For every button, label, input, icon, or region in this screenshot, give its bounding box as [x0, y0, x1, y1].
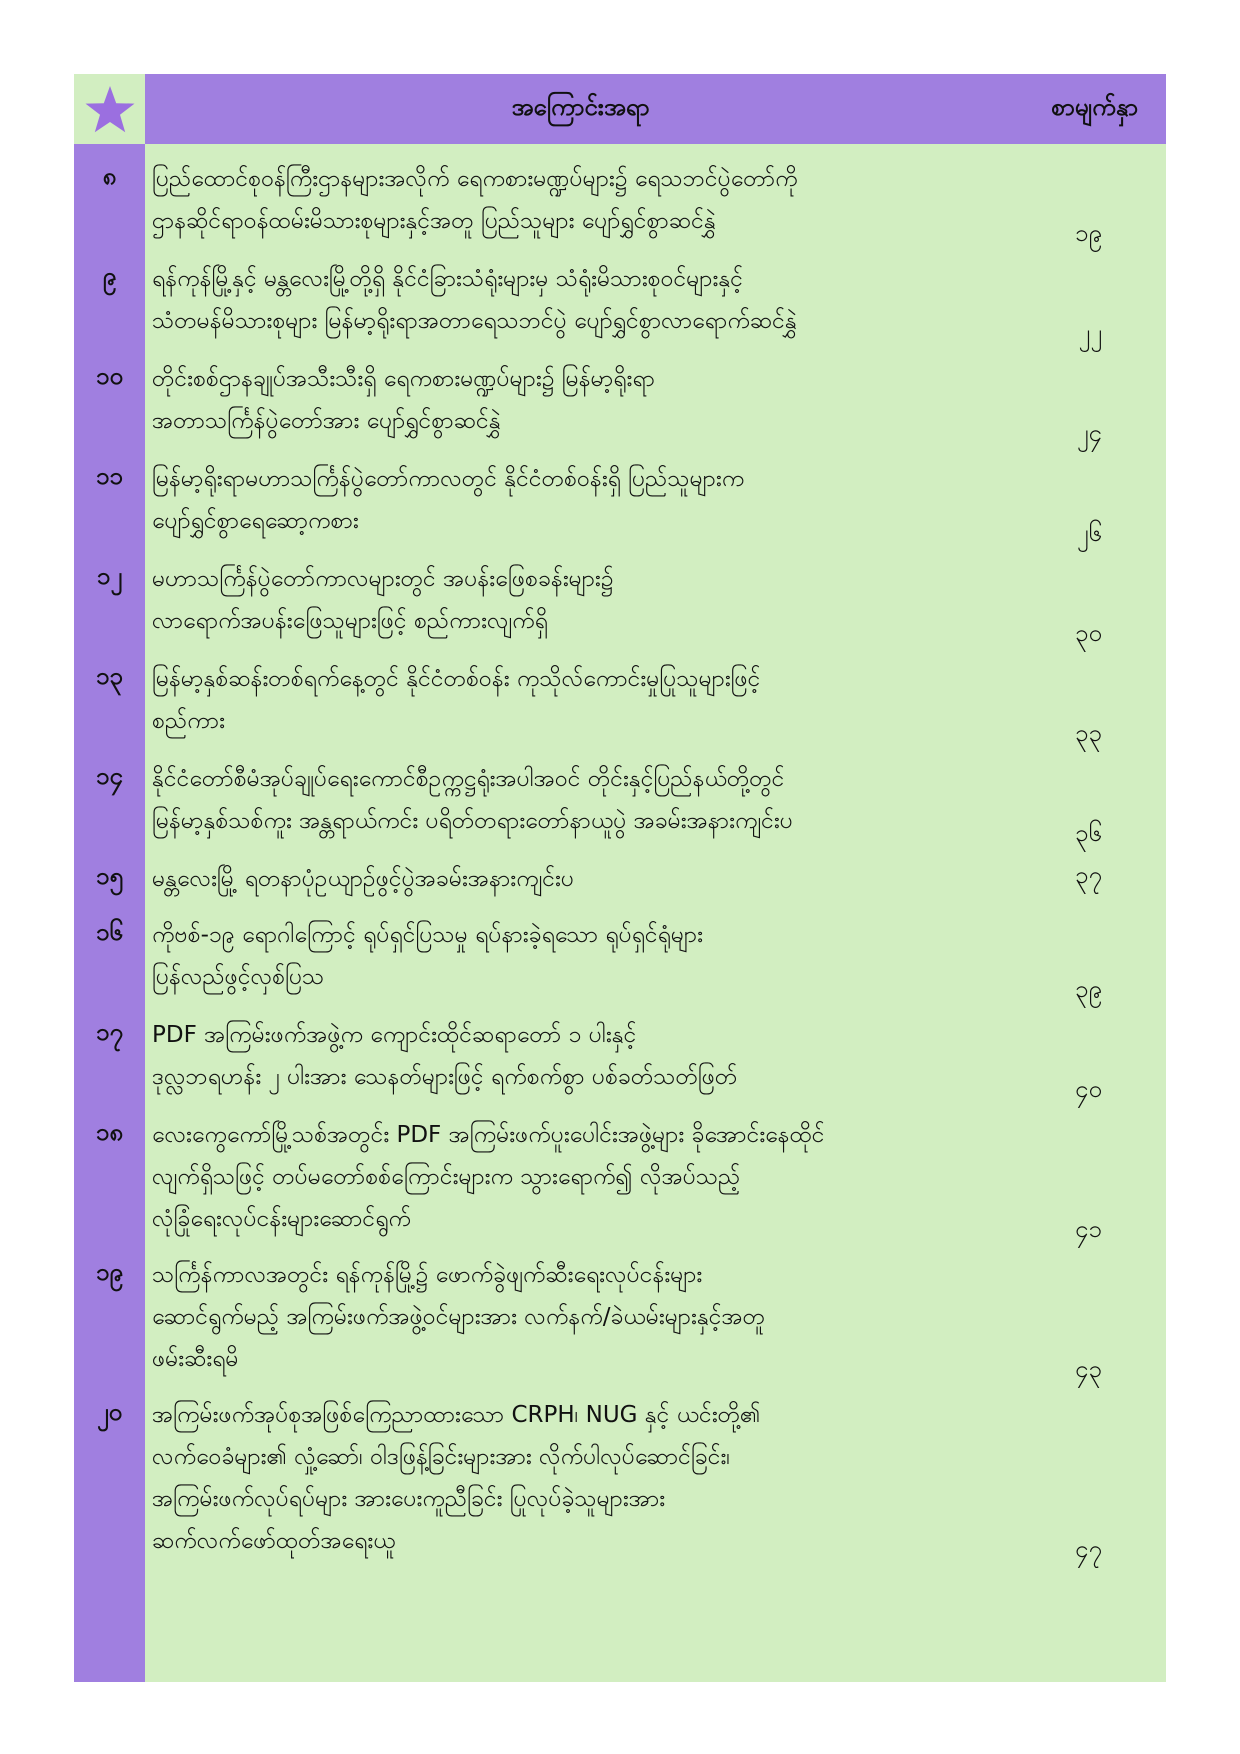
entry-page-number: ၂၆ — [1076, 519, 1102, 547]
toc-entry[interactable] — [74, 458, 1166, 558]
toc-entry[interactable] — [74, 1394, 1166, 1574]
toc-entry[interactable] — [74, 158, 1166, 258]
header-bar — [145, 74, 1166, 144]
toc-entry[interactable] — [74, 1014, 1166, 1114]
entry-title: မြန်မာ့နှစ်ဆန်းတစ်ရက်နေ့တွင် နိုင်ငံတစ်ဝန်း ကုသိုလ်ကောင်းမှုပြုသူများဖြင့် စည်ကား — [152, 666, 761, 734]
toc-entry[interactable] — [74, 358, 1166, 458]
entry-title: တိုင်းစစ်ဌာနချုပ်အသီးသီးရှိ ရေကစားမဏ္ဍပ်များ၌ မြန်မာ့ရိုးရာ အတာသင်္ကြန်ပွဲတော်အား ပျော်ရွှင်စွာဆင်နွှဲ — [152, 366, 655, 434]
header-title: အကြောင်းအရာ — [511, 93, 650, 121]
entry-number: ၂၀ — [96, 1398, 123, 1426]
toc-entry[interactable] — [74, 1114, 1166, 1254]
entry-title: ရန်ကုန်မြို့နှင့် မန္တလေးမြို့တို့ရှိ နိုင်ငံခြားသံရုံးများမှ သံရုံးမိသားစုဝင်များနှင့် သံတမန်မိသားစုများ မြန်မာ့ရိုးရာအတာရေသဘင်ပွဲ ပျော်ရွှင်စွာလာရောက်ဆင်နွှဲ — [152, 266, 797, 334]
star-icon — [84, 84, 136, 134]
entry-title: မြန်မာ့ရိုးရာမဟာသင်္ကြန်ပွဲတော်ကာလတွင် နိုင်ငံတစ်ဝန်းရှိ ပြည်သူများက ပျော်ရွှင်စွာရေဆော့ကစား — [152, 466, 745, 534]
header-page-label: စာမျက်နှာ — [1051, 93, 1138, 121]
entry-page-number: ၃၉ — [1075, 975, 1102, 1003]
entry-title: PDF အကြမ်းဖက်အဖွဲ့က ကျောင်းထိုင်ဆရာတော် ၁ ပါးနှင့် ဒုလ္လဘရဟန်း ၂ ပါးအား သေနတ်များဖြင့် ရက်စက်စွာ ပစ်ခတ်သတ်ဖြတ် — [152, 1022, 738, 1090]
entry-number: ၁၇ — [96, 1018, 123, 1046]
entry-page-number: ၂၄ — [1076, 419, 1102, 447]
entry-number: ၁၁ — [96, 462, 123, 490]
toc-entry[interactable] — [74, 914, 1166, 1014]
entry-number: ၁၃ — [96, 662, 123, 690]
entry-page-number: ၄၀ — [1075, 1075, 1102, 1103]
toc-header — [74, 74, 1166, 144]
entry-number: ၁၆ — [96, 918, 123, 946]
entry-title: ကိုဗစ်-၁၉ ရောဂါကြောင့် ရုပ်ရှင်ပြသမှု ရပ်နားခဲ့ရသော ရုပ်ရှင်ရုံများ ပြန်လည်ဖွင့်လှစ်ပြသ — [152, 922, 703, 990]
toc-rows — [74, 158, 1166, 1574]
table-of-contents — [74, 74, 1166, 1682]
entry-number: ၁၂ — [96, 562, 123, 590]
toc-entry[interactable] — [74, 558, 1166, 658]
entry-title: ပြည်ထောင်စုဝန်ကြီးဌာနများအလိုက် ရေကစားမဏ္ဍပ်များ၌ ရေသဘင်ပွဲတော်ကို ဌာနဆိုင်ရာဝန်ထမ်းမိသားစုများနှင့်အတူ ပြည်သူများ ပျော်ရွှင်စွာဆင်နွှဲ — [152, 166, 798, 234]
entry-page-number: ၄၃ — [1075, 1355, 1102, 1383]
entry-title: လေးကွေကော်မြို့သစ်အတွင်း PDF အကြမ်းဖက်ပူးပေါင်းအဖွဲ့များ ခိုအောင်းနေထိုင် လျက်ရှိသဖြင့် တပ်မတော်စစ်ကြောင်းများက သွားရောက်၍ လိုအပ်သည့် လုံခြုံရေးလုပ်ငန်းများဆောင်ရွက် — [152, 1122, 825, 1232]
entry-page-number: ၃၃ — [1075, 719, 1102, 747]
toc-entry[interactable] — [74, 1254, 1166, 1394]
toc-entry[interactable] — [74, 858, 1166, 900]
entry-title: သင်္ကြန်ကာလအတွင်း ရန်ကုန်မြို့၌ ဖောက်ခွဲဖျက်ဆီးရေးလုပ်ငန်းများ ဆောင်ရွက်မည့် အကြမ်းဖက်အဖွဲ့ဝင်များအား လက်နက်/ခဲယမ်းများနှင့်အတူ ဖမ်းဆီးရမိ — [152, 1262, 765, 1372]
entry-number: ၁၅ — [96, 862, 123, 890]
toc-entry[interactable] — [74, 258, 1166, 358]
entry-title: အကြမ်းဖက်အုပ်စုအဖြစ်ကြေညာထားသော CRPH၊ NUG နှင့် ယင်းတို့၏ လက်ဝေခံများ၏ လှုံ့ဆော်၊ ဝါဒဖြန့်ခြင်းများအား လိုက်ပါလုပ်ဆောင်ခြင်း၊ အကြမ်းဖက်လုပ်ရပ်များ အားပေးကူညီခြင်း ပြုလုပ်ခဲ့သူများအား ဆက်လက်ဖော်ထုတ်အရေးယူ — [152, 1402, 761, 1554]
entry-title: နိုင်ငံတော်စီမံအုပ်ချုပ်ရေးကောင်စီဥက္ကဋ္ဌရုံးအပါအဝင် တိုင်းနှင့်ပြည်နယ်တို့တွင် မြန်မာ့နှစ်သစ်ကူး အန္တရာယ်ကင်း ပရိတ်တရားတော်နာယူပွဲ အခမ်းအနားကျင်းပ — [152, 766, 793, 834]
entry-number: ၈ — [102, 162, 117, 190]
toc-entry[interactable] — [74, 658, 1166, 758]
entry-page-number: ၁၉ — [1075, 219, 1102, 247]
entry-page-number: ၃၇ — [1075, 861, 1102, 889]
toc-entry[interactable] — [74, 758, 1166, 858]
entry-page-number: ၃၆ — [1075, 819, 1102, 847]
entry-page-number: ၄၁ — [1075, 1215, 1102, 1243]
entry-number: ၁၀ — [96, 362, 123, 390]
entry-page-number: ၄၇ — [1075, 1535, 1102, 1563]
entry-number: ၉ — [102, 262, 117, 290]
entry-number: ၁၉ — [96, 1258, 123, 1286]
entry-title: မဟာသင်္ကြန်ပွဲတော်ကာလများတွင် အပန်းဖြေစခန်းများ၌ လာရောက်အပန်းဖြေသူများဖြင့် စည်ကားလျက်ရှိ — [152, 566, 614, 634]
entry-number: ၁၈ — [95, 1118, 124, 1146]
entry-title: မန္တလေးမြို့ ရတနာပုံဥယျာဉ်ဖွင့်ပွဲအခမ်းအနားကျင်းပ — [152, 866, 575, 892]
entry-page-number: ၃၀ — [1075, 619, 1102, 647]
star-cell — [74, 74, 145, 144]
entry-number: ၁၄ — [96, 762, 123, 790]
entry-page-number: ၂၂ — [1078, 319, 1102, 347]
